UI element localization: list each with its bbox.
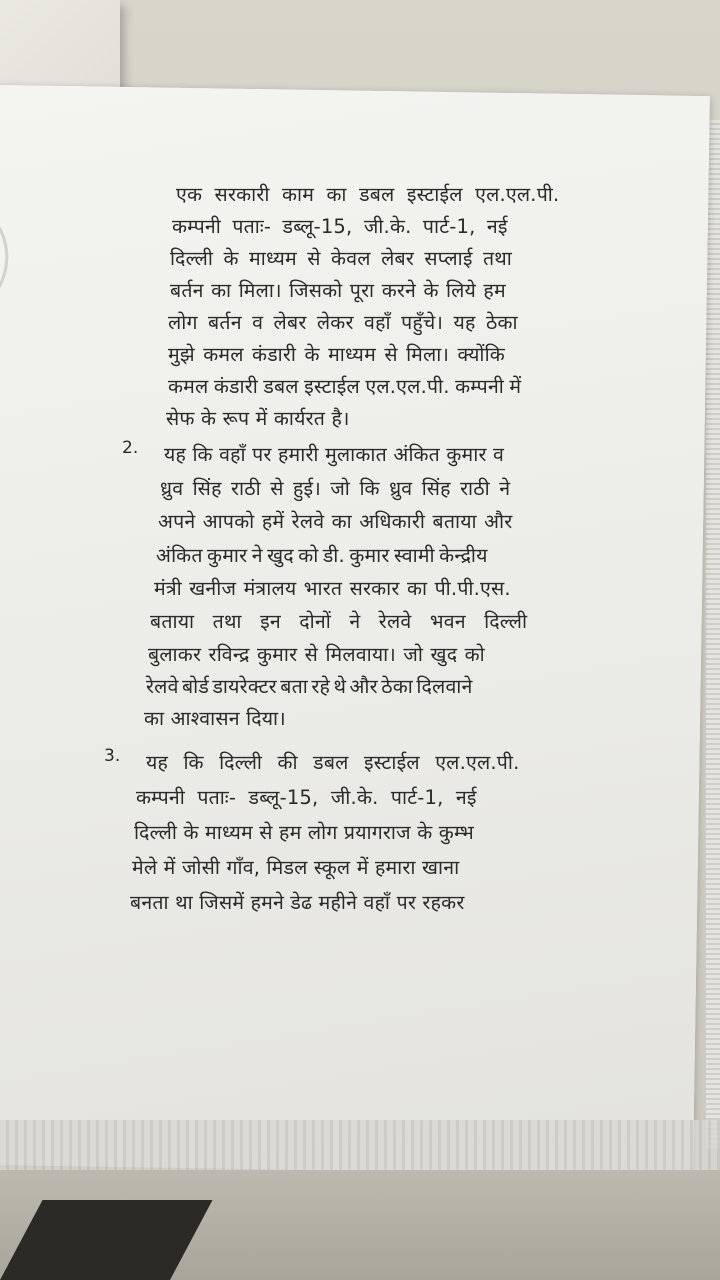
paragraph-line: कमल कंडारी डबल इस्टाईल एल.एल.पी. कम्पनी में <box>168 375 522 398</box>
paragraph-line: सेफ के रूप में कार्यरत है। <box>166 407 350 430</box>
paragraph-line: कम्पनी पताः- डब्लू-15, जी.के. पार्ट-1, नई <box>172 215 508 238</box>
paragraph-line: बनता था जिसमें हमने डेढ महीने वहाँ पर रहकर <box>130 891 465 914</box>
paragraph-line: ध्रुव सिंह राठी से हुई। जो कि ध्रुव सिंह राठी ने <box>160 477 511 500</box>
paragraph-line: बताया तथा इन दोनों ने रेलवे भवन दिल्ली <box>150 610 528 633</box>
paper-stack-edge <box>706 120 720 1150</box>
paragraph-line: का आश्वासन दिया। <box>144 707 286 730</box>
paragraph-line: अंकित कुमार ने खुद को डी. कुमार स्वामी केन्द्रीय <box>156 544 488 567</box>
paragraph-line: दिल्ली के माध्यम से केवल लेबर सप्लाई तथा <box>170 247 513 270</box>
paragraph-line: बुलाकर रविन्द्र कुमार से मिलवाया। जो खुद को <box>148 643 485 666</box>
paragraph-line: बर्तन का मिला। जिसको पूरा करने के लिये हम <box>170 279 506 302</box>
paper-stack-bottom-edge <box>0 1120 720 1170</box>
paragraph-line: रेलवे बोर्ड डायरेक्टर बता रहे थे और ठेका दिलवाने <box>146 675 473 698</box>
paragraph-line: दिल्ली के माध्यम से हम लोग प्रयागराज के कुम्भ <box>134 821 474 844</box>
paragraph-line: मुझे कमल कंडारी के माध्यम से मिला। क्योंकि <box>168 343 505 366</box>
faint-stamp-seal <box>0 193 9 321</box>
paragraph-line: यह कि वहाँ पर हमारी मुलाकात अंकित कुमार व <box>164 443 505 466</box>
paragraph-number: 2. <box>122 438 139 458</box>
paragraph-line: यह कि दिल्ली की डबल इस्टाईल एल.एल.पी. <box>146 751 520 774</box>
paragraph-line: मंत्री खनीज मंत्रालय भारत सरकार का पी.पी.एस. <box>154 577 511 600</box>
paragraph-line: अपने आपको हमें रेलवे का अधिकारी बताया और <box>158 510 513 533</box>
paragraph-line: एक सरकारी काम का डबल इस्टाईल एल.एल.पी. <box>176 183 560 206</box>
paragraph-number: 3. <box>104 746 121 766</box>
paragraph-line: कम्पनी पताः- डब्लू-15, जी.के. पार्ट-1, नई <box>136 786 477 809</box>
paragraph-line: लोग बर्तन व लेबर लेकर वहाँ पहुँचे। यह ठेका <box>168 311 518 334</box>
paragraph-line: मेले में जोसी गाँव, मिडल स्कूल में हमारा खाना <box>132 856 460 879</box>
